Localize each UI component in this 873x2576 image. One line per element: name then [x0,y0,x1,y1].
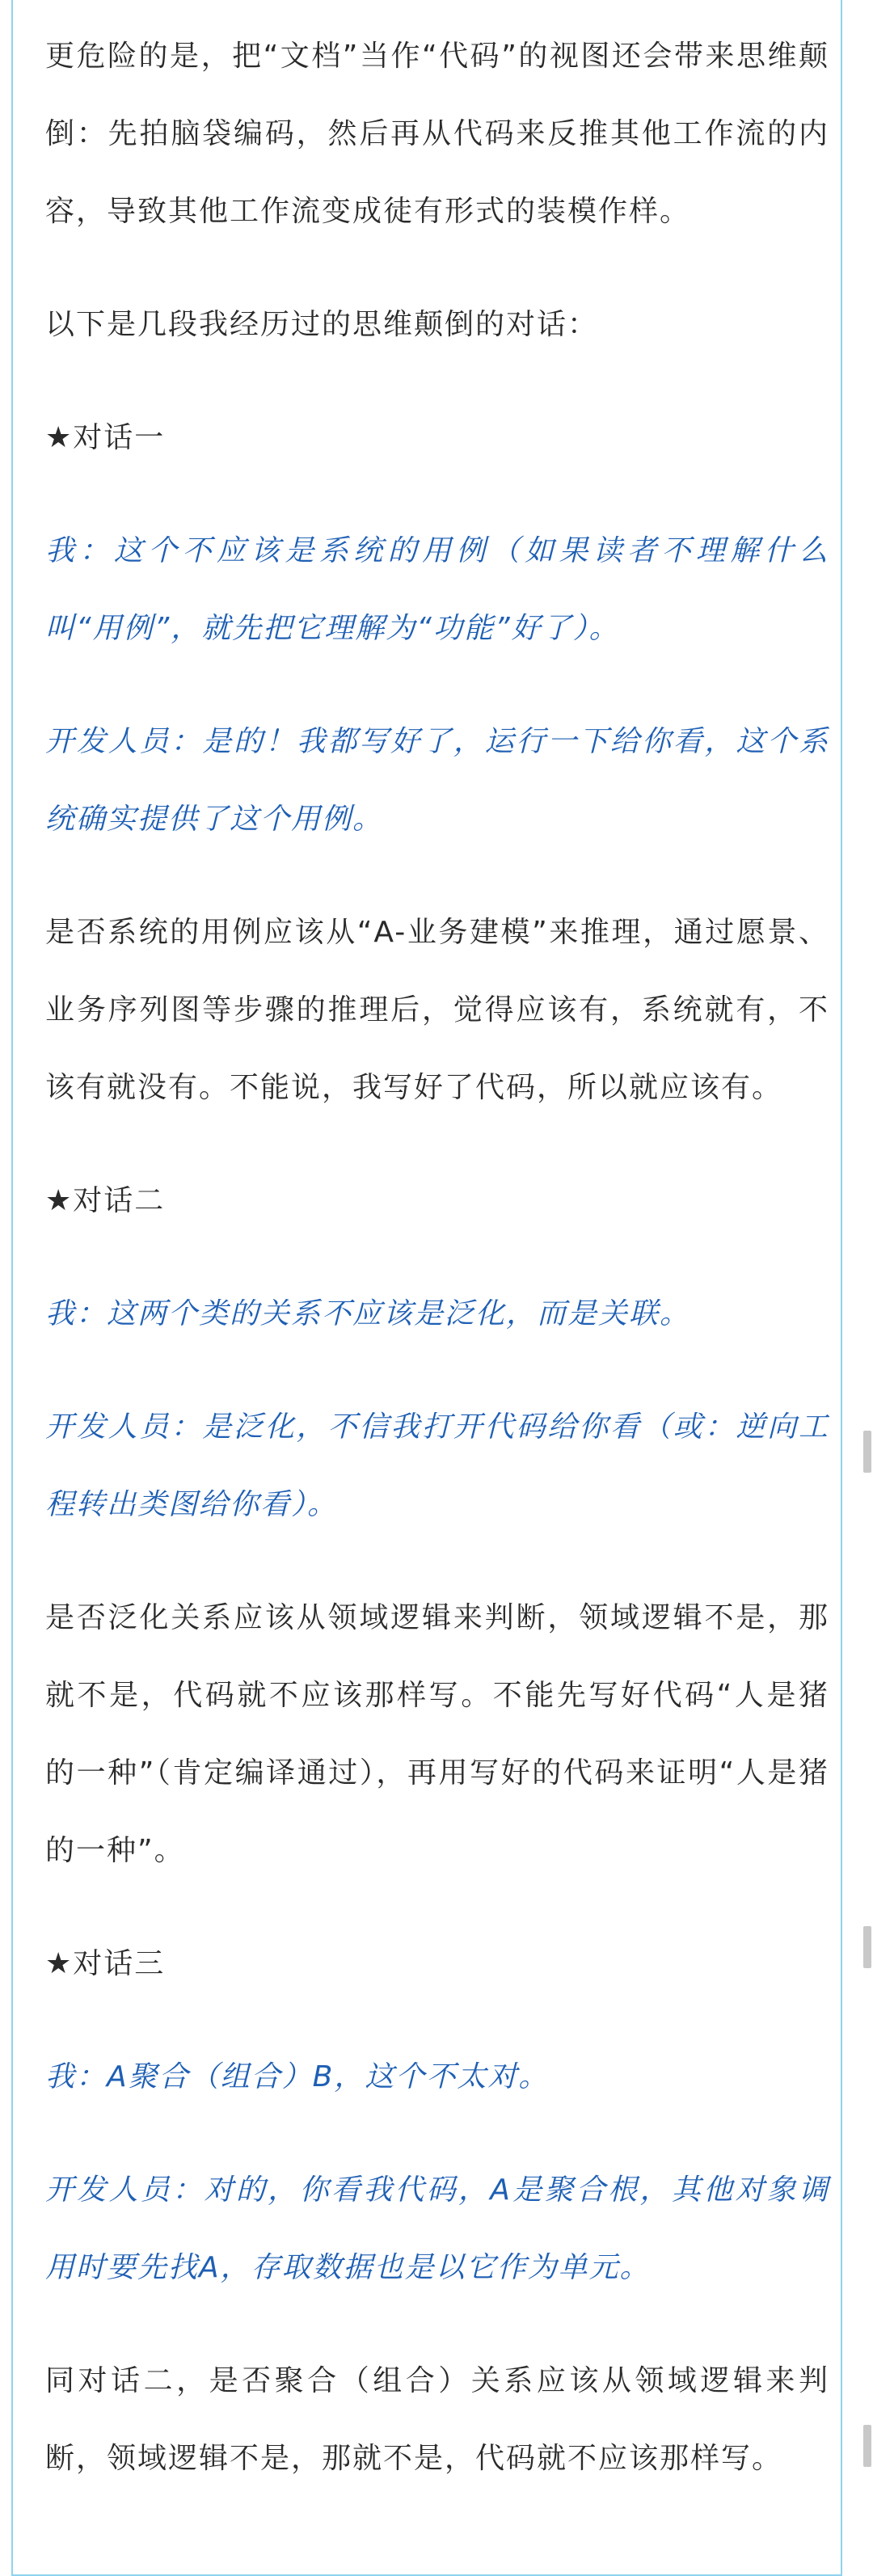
frame-border-left [11,0,13,2576]
scroll-marker [863,2425,871,2467]
dialog-3-me: 我：A聚合（组合）B，这个不太对。 [45,2060,550,2093]
dialog-1-me: 我：这个不应该是系统的用例（如果读者不理解什么叫“用例”，就先把它理解为“功能”好了）。 [45,534,829,645]
dialog-3-comment: 同对话二，是否聚合（组合）关系应该从领域逻辑来判断，领域逻辑不是，那就不是，代码就不应该那样写。 [45,2364,829,2475]
dialog-2-me: 我：这两个类的关系不应该是泛化，而是关联。 [45,1297,691,1330]
intro-paragraph: 更危险的是，把“文档”当作“代码”的视图还会带来思维颠倒：先拍脑袋编码，然后再从代码来反推其他工作流的内容，导致其他工作流变成徒有形式的装模作样。 [45,40,829,228]
frame-border-right [841,0,842,2576]
dialog-1-comment: 是否系统的用例应该从“A-业务建模”来推理，通过愿景、业务序列图等步骤的推理后，觉得应该有，系统就有，不该有就没有。不能说，我写好了代码，所以就应该有。 [45,916,829,1104]
article-body [45,18,829,2533]
scroll-marker [863,1431,871,1473]
dialog-2-comment: 是否泛化关系应该从领域逻辑来判断，领域逻辑不是，那就不是，代码就不应该那样写。不能先写好代码“人是猪的一种”（肯定编译通过），再用写好的代码来证明“人是猪的一种”。 [45,1601,829,1867]
dialog-3-dev: 开发人员：对的，你看我代码，A是聚合根，其他对象调用时要先找A，存取数据也是以它作为单元。 [45,2173,829,2284]
dialog-1-dev: 开发人员：是的！我都写好了，运行一下给你看，这个系统确实提供了这个用例。 [45,725,829,836]
dialog-2-dev: 开发人员：是泛化，不信我打开代码给你看（或：逆向工程转出类图给你看）。 [45,1410,829,1521]
dialog-3-title: ★对话三 [45,1947,166,1980]
dialog-1-title: ★对话一 [45,421,166,454]
scroll-marker [863,1926,871,1968]
dialog-2-title: ★对话二 [45,1184,166,1217]
intro-lead-paragraph: 以下是几段我经历过的思维颠倒的对话： [45,308,599,341]
